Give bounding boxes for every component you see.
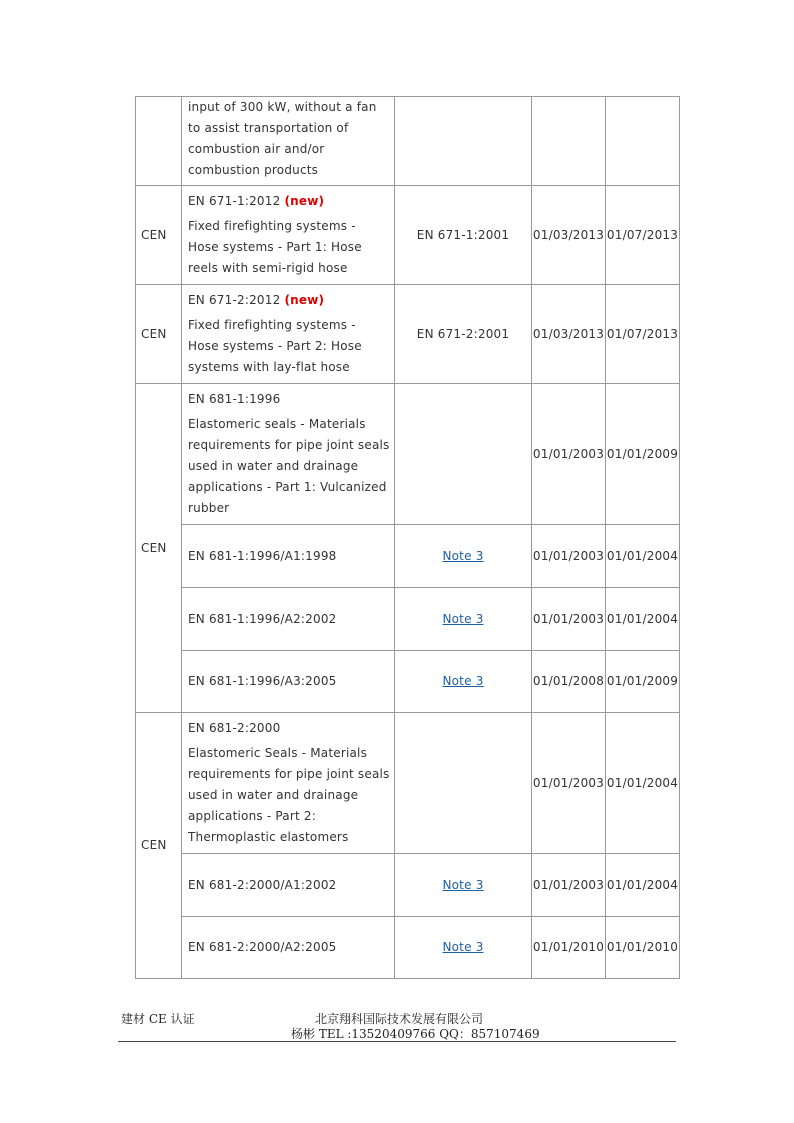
date-cell: 01/07/2013 [606, 285, 680, 384]
replaced-cell [395, 588, 532, 651]
replaced-cell [395, 97, 532, 186]
table-row [136, 588, 680, 651]
note-link[interactable]: Note 3 [442, 674, 484, 688]
replaced-cell [395, 384, 532, 525]
table-row [136, 285, 680, 384]
date-cell: 01/01/2003 [532, 713, 606, 854]
standard-description: Elastomeric seals - Materials requirements for pipe joint seals used in water and drainage applications - Part 1: Vulcanized rubber [188, 417, 390, 515]
table-row [136, 97, 680, 186]
date-cell: 01/01/2008 [532, 651, 606, 713]
date-cell: 01/01/2004 [606, 713, 680, 854]
footer-company: 北京翔科国际技术发展有限公司 [315, 1012, 484, 1026]
date-cell: 01/03/2013 [532, 186, 606, 285]
replaced-cell [395, 525, 532, 588]
table-row [136, 651, 680, 713]
date-cell: 01/07/2013 [606, 186, 680, 285]
table-row [136, 854, 680, 917]
footer-left-label: 建材 CE 认证 [121, 1012, 195, 1026]
org-cell: CEN [136, 285, 182, 384]
replaced-cell [395, 917, 532, 979]
standard-description: Fixed firefighting systems - Hose systems - Part 2: Hose systems with lay-flat hose [188, 318, 362, 374]
date-cell: 01/01/2004 [606, 525, 680, 588]
note-link[interactable]: Note 3 [442, 548, 484, 563]
org-cell: CEN [136, 713, 182, 979]
standard-description: Fixed firefighting systems - Hose systems - Part 1: Hose reels with semi-rigid hose [188, 219, 362, 275]
date-cell: 01/03/2013 [532, 285, 606, 384]
date-cell: 01/01/2004 [606, 588, 680, 651]
title-cell [182, 713, 395, 854]
new-badge: (new) [284, 293, 325, 307]
date-cell: 01/01/2003 [532, 525, 606, 588]
date-cell: 01/01/2003 [532, 588, 606, 651]
date-cell [532, 97, 606, 186]
replaced-cell [395, 854, 532, 917]
date-cell [606, 97, 680, 186]
standard-code: EN 681-1:1996/A3:2005 [182, 651, 395, 713]
replaced-cell [395, 651, 532, 713]
table-row [136, 384, 680, 525]
title-cell [182, 97, 395, 186]
note-link[interactable]: Note 3 [442, 611, 484, 626]
table-row [136, 186, 680, 285]
standard-code: EN 681-2:2000 [188, 721, 281, 735]
date-cell: 01/01/2003 [532, 384, 606, 525]
date-cell: 01/01/2004 [606, 854, 680, 917]
date-cell: 01/01/2003 [532, 854, 606, 917]
org-cell [136, 97, 182, 186]
new-badge: (new) [284, 194, 325, 208]
standard-code: EN 671-1:2012 [188, 194, 281, 208]
standard-code: EN 681-1:1996 [188, 392, 281, 406]
date-cell: 01/01/2009 [606, 651, 680, 713]
table-row [136, 917, 680, 979]
table-row [136, 525, 680, 588]
footer-contact: 杨彬 TEL :13520409766 QQ：857107469 [291, 1027, 540, 1041]
org-cell: CEN [136, 384, 182, 713]
standard-code: EN 681-1:1996/A1:1998 [182, 525, 395, 588]
standard-code: EN 681-2:2000/A2:2005 [182, 917, 395, 979]
table-row [136, 713, 680, 854]
note-link[interactable]: Note 3 [442, 940, 484, 954]
org-cell: CEN [136, 186, 182, 285]
note-link[interactable]: Note 3 [442, 877, 484, 892]
standard-code: EN 681-1:1996/A2:2002 [182, 588, 395, 651]
footer-divider [118, 1041, 676, 1042]
replaced-cell: EN 671-2:2001 [395, 285, 532, 384]
title-cell [182, 186, 395, 285]
date-cell: 01/01/2010 [606, 917, 680, 979]
standard-description: input of 300 kW, without a fan to assist transportation of combustion air and/or combustion products [188, 100, 377, 177]
title-cell [182, 384, 395, 525]
standard-code: EN 671-2:2012 [188, 293, 281, 307]
replaced-cell: EN 671-1:2001 [395, 186, 532, 285]
standards-table [135, 96, 680, 979]
standard-code: EN 681-2:2000/A1:2002 [182, 854, 395, 917]
title-cell [182, 285, 395, 384]
replaced-cell [395, 713, 532, 854]
standard-description: Elastomeric Seals - Materials requirements for pipe joint seals used in water and drainage applications - Part 2: Thermoplastic elastomers [188, 746, 390, 844]
date-cell: 01/01/2010 [532, 917, 606, 979]
date-cell: 01/01/2009 [606, 384, 680, 525]
